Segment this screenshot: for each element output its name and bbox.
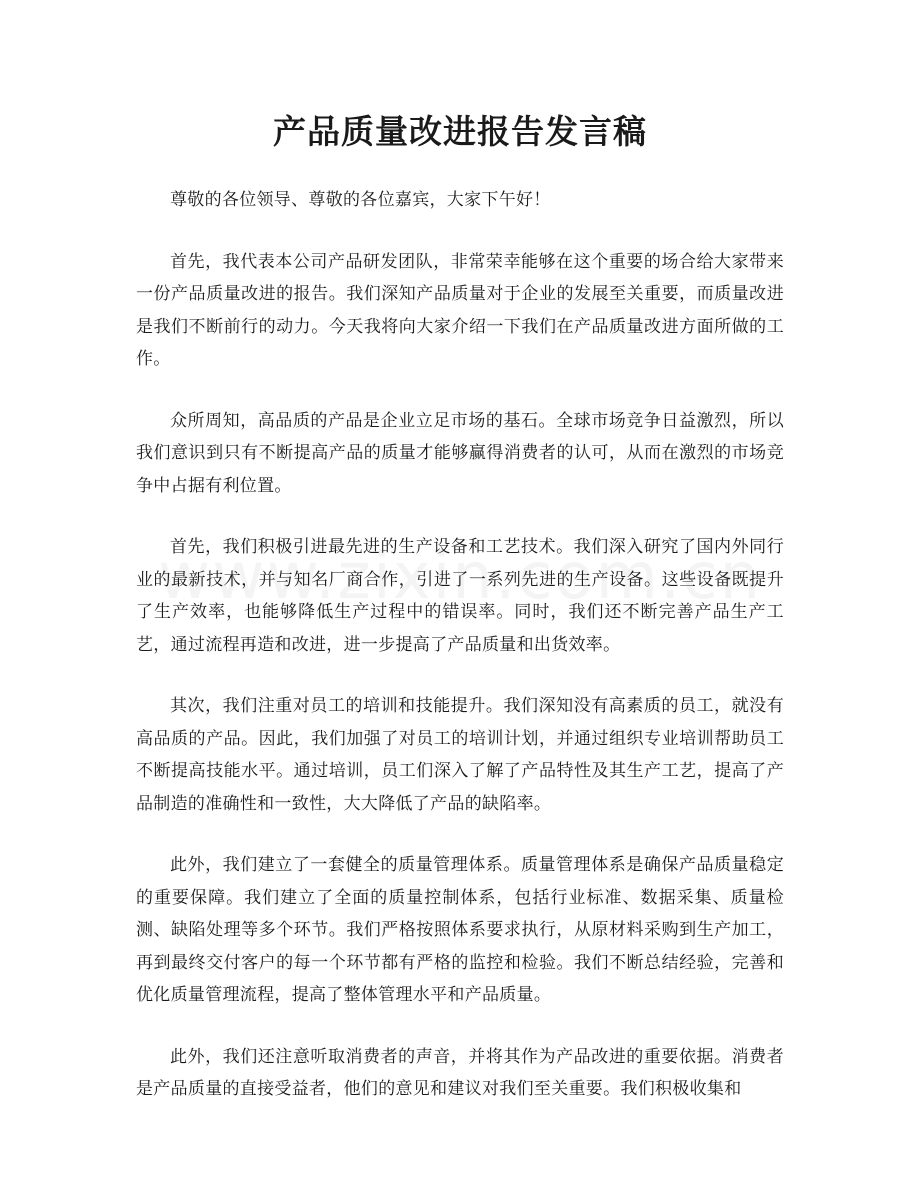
paragraph-market-context: 众所周知，高品质的产品是企业立足市场的基石。全球市场竞争日益激烈，所以我们意识到只有不断提高产品的质量才能够赢得消费者的认可，从而在激烈的市场竞争中占据有利位置。 bbox=[136, 410, 784, 496]
paragraph-training: 其次，我们注重对员工的培训和技能提升。我们深知没有高素质的员工，就没有高品质的产品。因此，我们加强了对员工的培训计划，并通过组织专业培训帮助员工不断提高技能水平。通过培训，员工们深入了解了产品特性及其生产工艺，提高了产品制造的准确性和一致性，大大降低了产品的缺陷率。 bbox=[136, 696, 784, 814]
paragraph-consumer-feedback: 此外，我们还注意听取消费者的声音，并将其作为产品改进的重要依据。消费者是产品质量的直接受益者，他们的意见和建议对我们至关重要。我们积极收集和 bbox=[136, 1046, 784, 1099]
paragraph-quality-system: 此外，我们建立了一套健全的质量管理体系。质量管理体系是确保产品质量稳定的重要保障。我们建立了全面的质量控制体系，包括行业标准、数据采集、质量检测、缺陷处理等多个环节。我们严格按照体系要求执行，从原材料采购到生产加工，再到最终交付客户的每一个环节都有严格的监控和检验。我们不断总结经验，完善和优化质量管理流程，提高了整体管理水平和产品质量。 bbox=[136, 855, 784, 1005]
paragraph-greeting: 尊敬的各位领导、尊敬的各位嘉宾，大家下午好！ bbox=[170, 190, 551, 210]
paragraph-equipment: 首先，我们积极引进最先进的生产设备和工艺技术。我们深入研究了国内外同行业的最新技术，并与知名厂商合作，引进了一系列先进的生产设备。这些设备既提升了生产效率，也能够降低生产过程中的错误率。同时，我们还不断完善产品生产工艺，通过流程再造和改进，进一步提高了产品质量和出货效率。 bbox=[136, 537, 784, 655]
document-title: 产品质量改进报告发言稿 bbox=[273, 112, 647, 151]
paragraph-introduction: 首先，我代表本公司产品研发团队，非常荣幸能够在这个重要的场合给大家带来一份产品质量改进的报告。我们深知产品质量对于企业的发展至关重要，而质量改进是我们不断前行的动力。今天我将向大家介绍一下我们在产品质量改进方面所做的工作。 bbox=[136, 251, 784, 369]
document-body bbox=[136, 184, 784, 1135]
